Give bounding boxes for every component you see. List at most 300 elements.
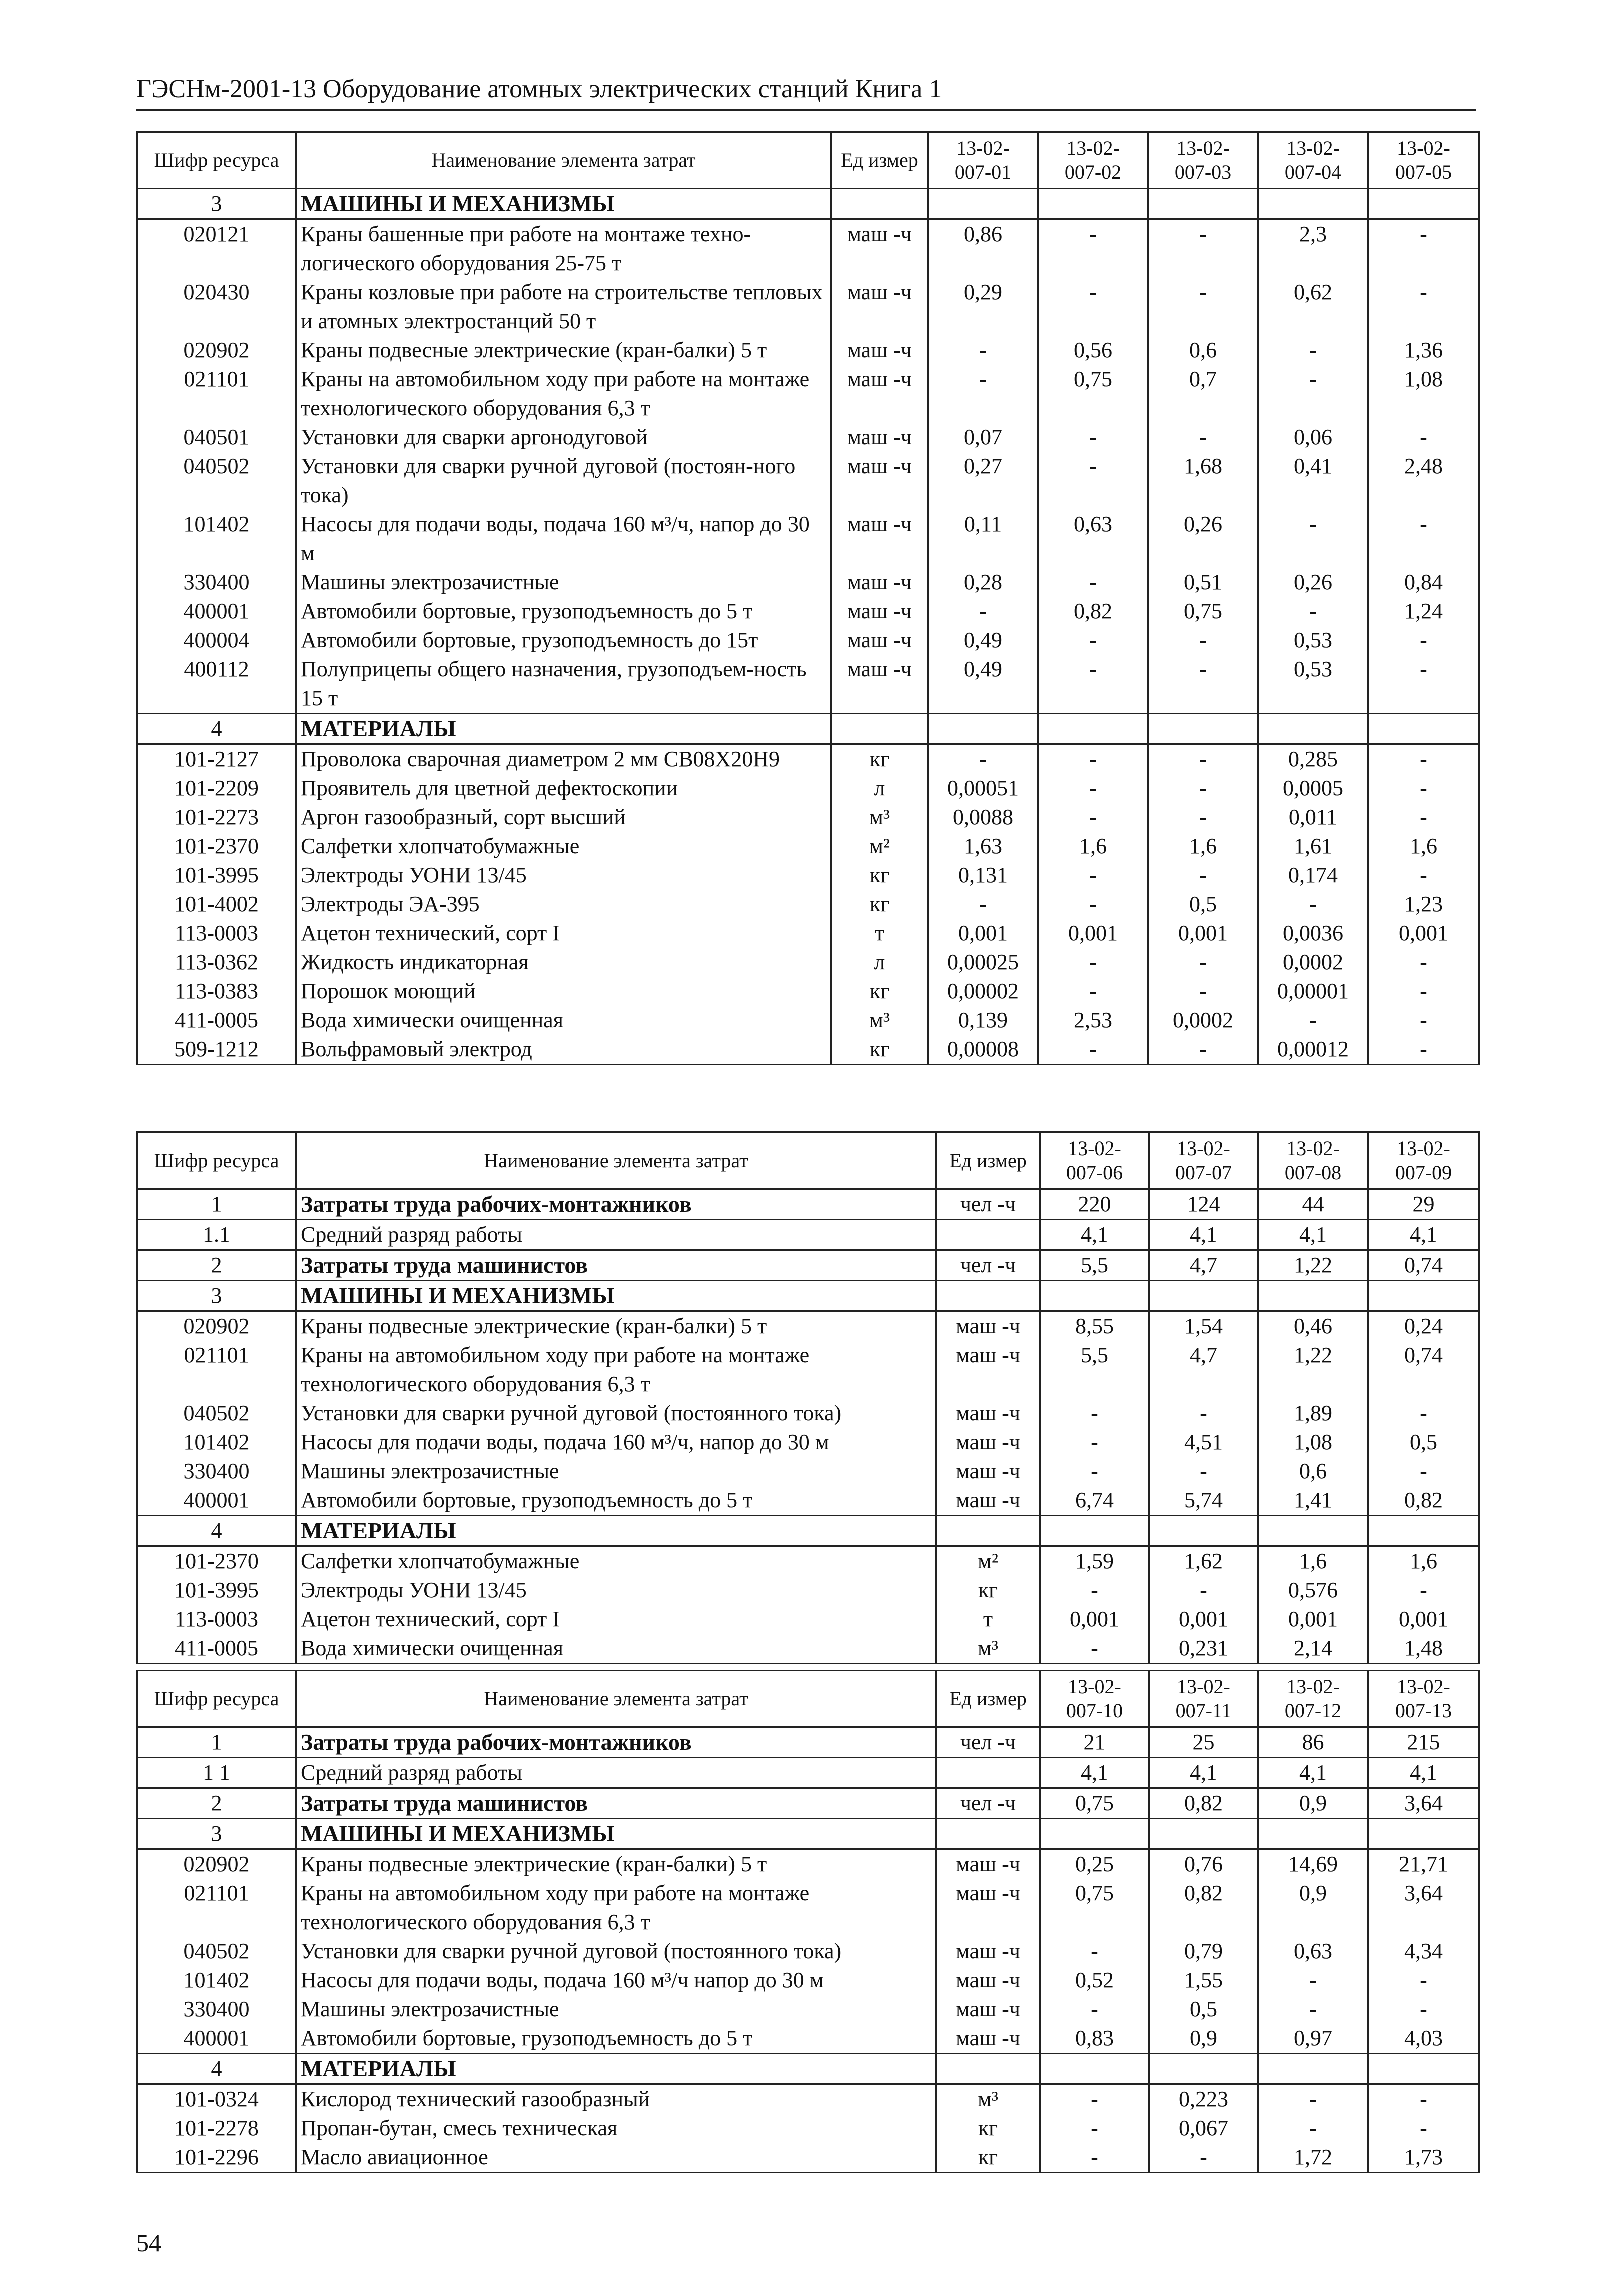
resource-code: 101402 (137, 510, 296, 568)
resource-code: 020902 (137, 1311, 296, 1341)
norm-value: - (1368, 948, 1479, 977)
norm-value: 21 (1040, 1727, 1149, 1758)
norm-value: - (1040, 1634, 1149, 1664)
norm-value (1148, 189, 1258, 219)
resource-name: Машины электрозачистные (296, 1995, 936, 2024)
norm-value: 0,56 (1038, 336, 1148, 365)
resource-name: Полуприцепы общего назначения, грузоподъем-ность 15 т (296, 655, 831, 714)
resource-code: 1 (137, 1189, 296, 1220)
resource-code: 101-2127 (137, 744, 296, 774)
norm-value: - (1148, 278, 1258, 336)
norm-value: - (1040, 1457, 1149, 1486)
resource-code: 101-2278 (137, 2114, 296, 2143)
norm-value: 0,9 (1258, 1879, 1368, 1937)
resource-name: Краны башенные при работе на монтаже техно-логического оборудования 25-75 т (296, 219, 831, 278)
table-row (137, 890, 1479, 919)
table-row (137, 861, 1479, 890)
norm-value: 0,174 (1258, 861, 1368, 890)
table-row (137, 278, 1479, 336)
table-row (137, 219, 1479, 278)
resource-name: Машины электрозачистные (296, 1457, 936, 1486)
table-section-row (137, 1281, 1479, 1311)
norm-value: 0,79 (1149, 1937, 1258, 1966)
norm-value: - (1038, 1035, 1148, 1065)
unit: кг (831, 861, 928, 890)
resource-name: Установки для сварки ручной дуговой (постоянного тока) (296, 1399, 936, 1428)
column-header-code: Шифр ресурса (137, 1671, 296, 1727)
norm-value: - (1038, 568, 1148, 597)
table-row (137, 2024, 1479, 2054)
table-row (137, 1966, 1479, 1995)
column-header-norm: 13-02- 007-08 (1258, 1132, 1368, 1189)
norm-value: - (1149, 1457, 1258, 1486)
norm-value: - (928, 890, 1038, 919)
norm-value: 0,28 (928, 568, 1038, 597)
norm-value (1149, 2054, 1258, 2084)
column-header-name: Наименование элемента затрат (296, 132, 831, 189)
table-row (137, 1341, 1479, 1399)
table-row (137, 1311, 1479, 1341)
norm-value (1149, 1819, 1258, 1849)
norm-value: - (1040, 1428, 1149, 1457)
norm-value: 1,59 (1040, 1546, 1149, 1576)
unit: маш -ч (831, 655, 928, 714)
norm-value: 1,73 (1368, 2143, 1479, 2173)
norm-value: - (1258, 510, 1368, 568)
norm-value: - (1038, 890, 1148, 919)
norm-value: 4,1 (1040, 1220, 1149, 1250)
table-row (137, 1758, 1479, 1788)
table-header-row (137, 132, 1479, 189)
table-section-row (137, 1727, 1479, 1758)
unit: маш -ч (831, 365, 928, 423)
norm-value: - (928, 744, 1038, 774)
norm-value: 0,46 (1258, 1311, 1368, 1341)
norm-value: 0,285 (1258, 744, 1368, 774)
table-row (137, 1576, 1479, 1605)
resource-code: 330400 (137, 1457, 296, 1486)
norm-value: - (1368, 744, 1479, 774)
unit: маш -ч (936, 1995, 1040, 2024)
unit: маш -ч (936, 2024, 1040, 2054)
norm-value: - (928, 336, 1038, 365)
resource-code: 411-0005 (137, 1634, 296, 1664)
norm-value (928, 714, 1038, 744)
norm-value: - (1149, 1399, 1258, 1428)
resource-code: 101-2370 (137, 1546, 296, 1576)
unit (831, 714, 928, 744)
norm-value: 0,53 (1258, 655, 1368, 714)
norm-value: 0,001 (1258, 1605, 1368, 1634)
norm-value: 4,1 (1040, 1758, 1149, 1788)
norm-value (1368, 1516, 1479, 1546)
table-row (137, 1428, 1479, 1457)
norm-value: 0,00002 (928, 977, 1038, 1006)
unit: чел -ч (936, 1189, 1040, 1220)
norm-value: 0,001 (1148, 919, 1258, 948)
norm-value: - (1040, 1576, 1149, 1605)
column-header-code: Шифр ресурса (137, 1132, 296, 1189)
norm-value: - (1368, 1995, 1479, 2024)
column-header-norm: 13-02- 007-10 (1040, 1671, 1149, 1727)
resource-code: 113-0383 (137, 977, 296, 1006)
resource-name: Масло авиационное (296, 2143, 936, 2173)
unit: маш -ч (936, 1341, 1040, 1399)
resource-name: Вода химически очищенная (296, 1634, 936, 1664)
norm-value: 4,1 (1258, 1220, 1368, 1250)
norm-value (1368, 1281, 1479, 1311)
resource-name: Установки для сварки ручной дуговой (постоянного тока) (296, 1937, 936, 1966)
norm-value: 2,3 (1258, 219, 1368, 278)
norm-value: 0,83 (1040, 2024, 1149, 2054)
norm-value: 1,41 (1258, 1486, 1368, 1516)
norm-value: 6,74 (1040, 1486, 1149, 1516)
norm-value: - (1148, 861, 1258, 890)
section-title: Затраты труда рабочих-монтажников (296, 1189, 936, 1220)
resource-name: Краны подвесные электрические (кран-балки) 5 т (296, 1849, 936, 1879)
column-header-norm: 13-02- 007-03 (1148, 132, 1258, 189)
table-row (137, 1546, 1479, 1576)
norm-value: - (1258, 1995, 1368, 2024)
resource-name: Электроды УОНИ 13/45 (296, 861, 831, 890)
norm-value: - (1258, 1966, 1368, 1995)
resource-code: 3 (137, 1819, 296, 1849)
resource-table-1 (136, 131, 1480, 1065)
column-header-name: Наименование элемента затрат (296, 1132, 936, 1189)
resource-code: 021101 (137, 1341, 296, 1399)
resource-name: Краны на автомобильном ходу при работе на монтаже технологического оборудования 6,3 т (296, 365, 831, 423)
norm-value: - (1368, 2114, 1479, 2143)
norm-value: - (1148, 803, 1258, 832)
unit: м³ (831, 1006, 928, 1035)
norm-value: - (1148, 774, 1258, 803)
resource-code: 1 (137, 1727, 296, 1758)
table-row (137, 1220, 1479, 1250)
table-row (137, 2114, 1479, 2143)
norm-value: - (1368, 1006, 1479, 1035)
resource-table-2 (136, 1131, 1480, 1664)
table-row (137, 803, 1479, 832)
norm-value: 1,6 (1258, 1546, 1368, 1576)
norm-value: - (1040, 1937, 1149, 1966)
norm-value: 215 (1368, 1727, 1479, 1758)
resource-name: Вольфрамовый электрод (296, 1035, 831, 1065)
resource-name: Проволока сварочная диаметром 2 мм СВ08Х20Н9 (296, 744, 831, 774)
norm-value: 44 (1258, 1189, 1368, 1220)
norm-value: 1,61 (1258, 832, 1368, 861)
unit: м³ (936, 2084, 1040, 2114)
column-header-name: Наименование элемента затрат (296, 1671, 936, 1727)
norm-value: 0,9 (1149, 2024, 1258, 2054)
norm-value: 3,64 (1368, 1879, 1479, 1937)
norm-value: 0,5 (1149, 1995, 1258, 2024)
resource-name: Машины электрозачистные (296, 568, 831, 597)
resource-name: Порошок моющий (296, 977, 831, 1006)
table-row (137, 1879, 1479, 1937)
resource-code: 330400 (137, 568, 296, 597)
table-row (137, 336, 1479, 365)
norm-value: 0,82 (1149, 1879, 1258, 1937)
section-title: МАТЕРИАЛЫ (296, 1516, 936, 1546)
norm-value: - (1368, 861, 1479, 890)
norm-value: - (1040, 1399, 1149, 1428)
norm-value: 0,53 (1258, 626, 1368, 655)
norm-value: 0,49 (928, 655, 1038, 714)
unit: маш -ч (936, 1849, 1040, 1879)
section-title: Затраты труда машинистов (296, 1788, 936, 1819)
norm-value (1258, 1281, 1368, 1311)
table-section-row (137, 1250, 1479, 1281)
norm-value: 1,48 (1368, 1634, 1479, 1664)
norm-value (1040, 2054, 1149, 2084)
norm-value (1258, 2054, 1368, 2084)
page-number: 54 (136, 2229, 161, 2257)
norm-value: 0,139 (928, 1006, 1038, 1035)
resource-code: 040502 (137, 1937, 296, 1966)
unit: маш -ч (831, 568, 928, 597)
resource-code: 040502 (137, 452, 296, 510)
norm-value: 0,75 (1038, 365, 1148, 423)
norm-value: 0,82 (1038, 597, 1148, 626)
table-row (137, 1605, 1479, 1634)
column-header-norm: 13-02- 007-02 (1038, 132, 1148, 189)
norm-value (1368, 2054, 1479, 2084)
norm-value (1038, 189, 1148, 219)
table-header-row (137, 1671, 1479, 1727)
resource-name: Краны на автомобильном ходу при работе на монтаже технологического оборудования 6,3 т (296, 1879, 936, 1937)
section-title: МАШИНЫ И МЕХАНИЗМЫ (296, 1819, 936, 1849)
norm-value: 0,11 (928, 510, 1038, 568)
column-header-norm: 13-02- 007-11 (1149, 1671, 1258, 1727)
resource-code: 101-3995 (137, 1576, 296, 1605)
resource-name: Краны подвесные электрические (кран-балки) 5 т (296, 336, 831, 365)
resource-code: 020902 (137, 1849, 296, 1879)
unit: т (831, 919, 928, 948)
resource-name: Пропан-бутан, смесь техническая (296, 2114, 936, 2143)
norm-value (1368, 1819, 1479, 1849)
norm-value: - (1368, 803, 1479, 832)
resource-code: 4 (137, 1516, 296, 1546)
norm-value: 1,08 (1258, 1428, 1368, 1457)
resource-code: 040502 (137, 1399, 296, 1428)
page-header-title: ГЭСНм-2001-13 Оборудование атомных электрических станций Книга 1 (136, 74, 1476, 111)
unit: чел -ч (936, 1788, 1040, 1819)
resource-code: 101-3995 (137, 861, 296, 890)
table-row (137, 423, 1479, 452)
norm-value: - (1258, 890, 1368, 919)
column-header-norm: 13-02- 007-05 (1368, 132, 1479, 189)
norm-value: 1,22 (1258, 1250, 1368, 1281)
resource-code: 1.1 (137, 1220, 296, 1250)
norm-value: 0,0002 (1148, 1006, 1258, 1035)
resource-code: 020121 (137, 219, 296, 278)
norm-value: 29 (1368, 1189, 1479, 1220)
section-title: МАТЕРИАЛЫ (296, 2054, 936, 2084)
norm-value: 0,00001 (1258, 977, 1368, 1006)
table-row (137, 977, 1479, 1006)
unit (936, 2054, 1040, 2084)
unit (936, 1220, 1040, 1250)
section-title: МАШИНЫ И МЕХАНИЗМЫ (296, 1281, 936, 1311)
unit (936, 1516, 1040, 1546)
norm-value (1258, 189, 1368, 219)
norm-value: 0,63 (1258, 1937, 1368, 1966)
norm-value: - (928, 365, 1038, 423)
norm-value (1148, 714, 1258, 744)
resource-code: 400001 (137, 597, 296, 626)
table-row (137, 832, 1479, 861)
norm-value: - (1040, 1995, 1149, 2024)
table-section-row (137, 1516, 1479, 1546)
resource-code: 400004 (137, 626, 296, 655)
resource-name: Автомобили бортовые, грузоподъемность до 5 т (296, 597, 831, 626)
norm-value: 86 (1258, 1727, 1368, 1758)
unit: маш -ч (936, 1311, 1040, 1341)
unit: маш -ч (831, 452, 928, 510)
norm-value: - (928, 597, 1038, 626)
norm-value: 1,62 (1149, 1546, 1258, 1576)
norm-value: 0,62 (1258, 278, 1368, 336)
norm-value: 0,74 (1368, 1341, 1479, 1399)
resource-code: 101-2273 (137, 803, 296, 832)
norm-value: 4,1 (1368, 1220, 1479, 1250)
norm-value: 0,001 (1149, 1605, 1258, 1634)
norm-value: - (1038, 744, 1148, 774)
unit: маш -ч (936, 1399, 1040, 1428)
unit: маш -ч (831, 278, 928, 336)
unit (936, 1819, 1040, 1849)
resource-code: 113-0003 (137, 919, 296, 948)
norm-value: 2,53 (1038, 1006, 1148, 1035)
resource-name: Ацетон технический, сорт I (296, 1605, 936, 1634)
unit: маш -ч (936, 1966, 1040, 1995)
column-header-norm: 13-02- 007-13 (1368, 1671, 1479, 1727)
norm-value: 2,14 (1258, 1634, 1368, 1664)
norm-value: 0,001 (1038, 919, 1148, 948)
unit: маш -ч (831, 423, 928, 452)
norm-value: 0,223 (1149, 2084, 1258, 2114)
norm-value: 25 (1149, 1727, 1258, 1758)
section-title: МАШИНЫ И МЕХАНИЗМЫ (296, 189, 831, 219)
unit: т (936, 1605, 1040, 1634)
norm-value (1040, 1516, 1149, 1546)
norm-value: 0,07 (928, 423, 1038, 452)
table-row (137, 2084, 1479, 2114)
norm-value: - (1368, 219, 1479, 278)
resource-name: Краны подвесные электрические (кран-балки) 5 т (296, 1311, 936, 1341)
unit: м² (831, 832, 928, 861)
table-row (137, 626, 1479, 655)
column-header-norm: 13-02- 007-12 (1258, 1671, 1368, 1727)
norm-value: 0,29 (928, 278, 1038, 336)
norm-value: - (1148, 626, 1258, 655)
norm-value: - (1368, 1399, 1479, 1428)
norm-value: - (1038, 774, 1148, 803)
norm-value: 0,26 (1258, 568, 1368, 597)
norm-value: - (1368, 774, 1479, 803)
unit (831, 189, 928, 219)
table-row (137, 365, 1479, 423)
norm-value: 0,84 (1368, 568, 1479, 597)
norm-value: - (1258, 365, 1368, 423)
resource-code: 021101 (137, 1879, 296, 1937)
norm-value: 0,75 (1040, 1788, 1149, 1819)
unit: м³ (831, 803, 928, 832)
unit: кг (831, 1035, 928, 1065)
table-row (137, 1634, 1479, 1664)
resource-name: Краны на автомобильном ходу при работе на монтаже технологического оборудования 6,3 т (296, 1341, 936, 1399)
resource-code: 101-0324 (137, 2084, 296, 2114)
table-row (137, 1849, 1479, 1879)
norm-value: 4,1 (1368, 1758, 1479, 1788)
norm-value: - (1040, 2114, 1149, 2143)
unit: маш -ч (831, 510, 928, 568)
norm-value: 0,00025 (928, 948, 1038, 977)
norm-value: 0,9 (1258, 1788, 1368, 1819)
norm-value: - (1368, 1035, 1479, 1065)
table-row (137, 510, 1479, 568)
norm-value: - (1038, 278, 1148, 336)
norm-value: 3,64 (1368, 1788, 1479, 1819)
resource-code: 400001 (137, 1486, 296, 1516)
table-header-row (137, 1132, 1479, 1189)
resource-code: 4 (137, 2054, 296, 2084)
resource-name: Автомобили бортовые, грузоподъемность до 5 т (296, 1486, 936, 1516)
norm-value: - (1148, 744, 1258, 774)
resource-code: 509-1212 (137, 1035, 296, 1065)
resource-code: 101-2296 (137, 2143, 296, 2173)
column-header-unit: Ед измер (936, 1671, 1040, 1727)
norm-value: - (1368, 510, 1479, 568)
norm-value: 0,0002 (1258, 948, 1368, 977)
norm-value: 5,5 (1040, 1341, 1149, 1399)
norm-value: 0,131 (928, 861, 1038, 890)
norm-value: 0,0005 (1258, 774, 1368, 803)
table-row (137, 1035, 1479, 1065)
unit: кг (831, 977, 928, 1006)
norm-value: 1,6 (1368, 1546, 1479, 1576)
norm-value: 1,24 (1368, 597, 1479, 626)
resource-code: 101402 (137, 1966, 296, 1995)
unit: кг (936, 1576, 1040, 1605)
resource-code: 411-0005 (137, 1006, 296, 1035)
resource-code: 3 (137, 189, 296, 219)
norm-value: 0,6 (1148, 336, 1258, 365)
norm-value (1040, 1281, 1149, 1311)
resource-code: 4 (137, 714, 296, 744)
column-header-code: Шифр ресурса (137, 132, 296, 189)
resource-name: Вода химически очищенная (296, 1006, 831, 1035)
table-section-row (137, 1788, 1479, 1819)
norm-value: 0,82 (1368, 1486, 1479, 1516)
unit (936, 1758, 1040, 1788)
norm-value: 1,89 (1258, 1399, 1368, 1428)
resource-code: 040501 (137, 423, 296, 452)
resource-name: Автомобили бортовые, грузоподъемность до 15т (296, 626, 831, 655)
norm-value: 21,71 (1368, 1849, 1479, 1879)
table-row (137, 597, 1479, 626)
norm-value: 0,49 (928, 626, 1038, 655)
norm-value: - (1148, 977, 1258, 1006)
norm-value: - (1040, 2143, 1149, 2173)
resource-name: Краны козловые при работе на строительстве тепловых и атомных электростанций 50 т (296, 278, 831, 336)
resource-name: Средний разряд работы (296, 1758, 936, 1788)
norm-value: 0,231 (1149, 1634, 1258, 1664)
norm-value: - (1038, 423, 1148, 452)
resource-name: Установки для сварки ручной дуговой (постоян-ного тока) (296, 452, 831, 510)
unit: маш -ч (936, 1486, 1040, 1516)
unit: кг (831, 744, 928, 774)
